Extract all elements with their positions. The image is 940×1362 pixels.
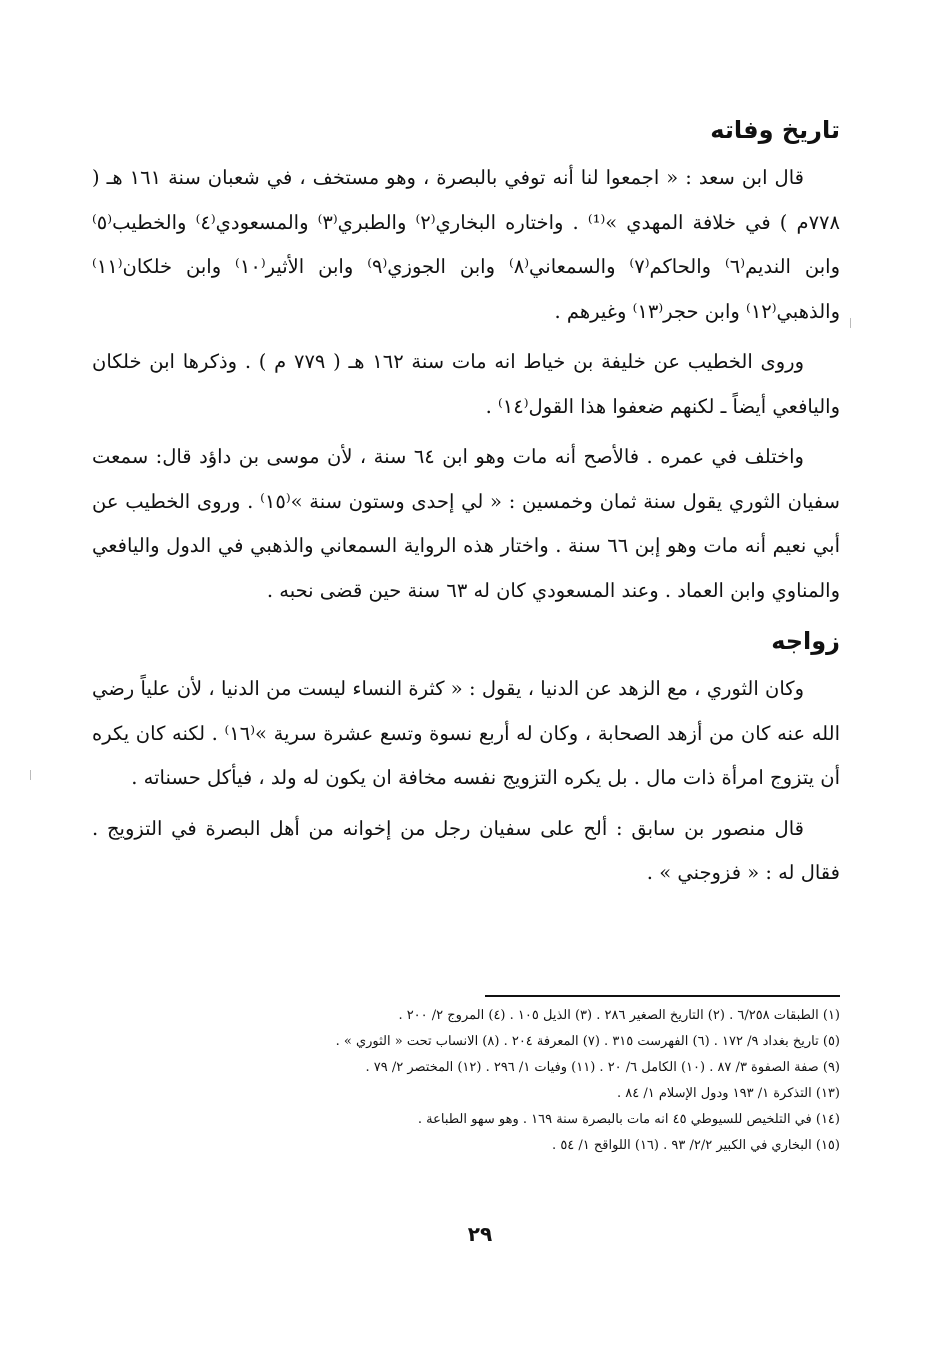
paragraph-death-ibn-saad: قال ابن سعد : « اجمعوا لنا أنه توفي بالبصرة ، وهو مستخف ، في شعبان سنة ١٦١ هـ ( ٧٧٨م ) في خلافة المهدي »⁽¹⁾ . واختاره البخاري⁽٢⁾ والطبري⁽٣⁾ والمسعودي⁽٤⁾ والخطيب⁽٥⁾ وابن النديم⁽٦⁾ والحاكم⁽٧⁾ والسمعاني⁽٨⁾ وابن الجوزي⁽٩⁾ وابن الأثير⁽١٠⁾ وابن خلكان⁽١١⁾ والذهبي⁽١٢⁾ وابن حجر⁽١٣⁾ وغيرهم . [92,166,840,323]
paragraph-age-dispute: واختلف في عمره . فالأصح أنه مات وهو ابن ٦٤ سنة ، لأن موسى بن داؤد قال: سمعت سفيان الثوري يقول سنة ثمان وخمسين : « لي إحدى وستون سنة »⁽١٥⁾ . وروى الخطيب عن أبي نعيم أنه مات وهو إبن ٦٦ سنة . واختار هذه الرواية السمعاني والذهبي في الدول واليافعي والمناوي وابن العماد . وعند المسعودي كان له ٦٣ سنة حين قضى نحبه . [92,445,841,602]
paragraph-marriage-mansur: قال منصور بن سابق : ألح على سفيان رجل من إخوانه من أهل البصرة في التزويج . فقال له : « فزوجني » . [92,816,840,884]
paragraph-death-khalifa: وروى الخطيب عن خليفة بن خياط انه مات سنة ١٦٢ هـ ( ٧٧٩ م ) . وذكرها ابن خلكان واليافعي أيضاً ـ لكنهم ضعفوا هذا القول⁽١٤⁾ . [92,350,840,418]
footnote-line: (٩) صفة الصفوة ٣/ ٨٧ . (١٠) الكامل ٦/ ٢٠ . (١١) وفيات ١/ ٢٩٦ . (١٢) المختصر ٢/ ٧٩ . [365,1060,840,1075]
section-heading-marriage: زواجه [771,627,840,655]
scan-speck [850,318,851,328]
section-heading-death-date: تاريخ وفاته [710,116,840,144]
footnote-line: (١٣) التذكرة ١/ ١٩٣ ودول الإسلام ١/ ٨٤ . [617,1086,840,1101]
footnotes [92,995,840,1159]
footnote-line: (١٥) البخاري في الكبير ٢/٢/ ٩٣ . (١٦) اللواقح ١/ ٥٤ . [552,1138,840,1153]
page-number: ٢٩ [467,1222,493,1246]
footnote-separator [485,995,840,997]
footnote-line: (١٤) في التلخيص للسيوطي ٤٥ انه مات بالبصرة سنة ١٦٩ . وهو سهو الطباعة . [417,1112,840,1127]
scan-speck [30,770,31,780]
footnote-line: (١) الطبقات ٦/٢٥٨ . (٢) التاريخ الصغير ٢٨٦ . (٣) الذيل ١٠٥ . (٤) المروج ٢/ ٢٠٠ . [398,1008,840,1023]
paragraph-marriage-thawri: وكان الثوري ، مع الزهد عن الدنيا ، يقول : « كثرة النساء ليست من الدنيا ، لأن علياً رضي الله عنه كان من أزهد الصحابة ، وكان له أربع نسوة وتسع عشرة سرية »⁽١٦⁾ . لكنه كان يكره أن يتزوج امرأة ذات مال . بل يكره التزويج نفسه مخافة ان يكون له ولد ، فيأكل حسناته . [92,677,840,789]
main-text [92,108,840,902]
footnote-line: (٥) تاريخ بغداد ٩/ ١٧٢ . (٦) الفهرست ٣١٥ . (٧) المعرفة ٢٠٤ . (٨) الانساب تحت « الثوري » . [335,1034,840,1049]
